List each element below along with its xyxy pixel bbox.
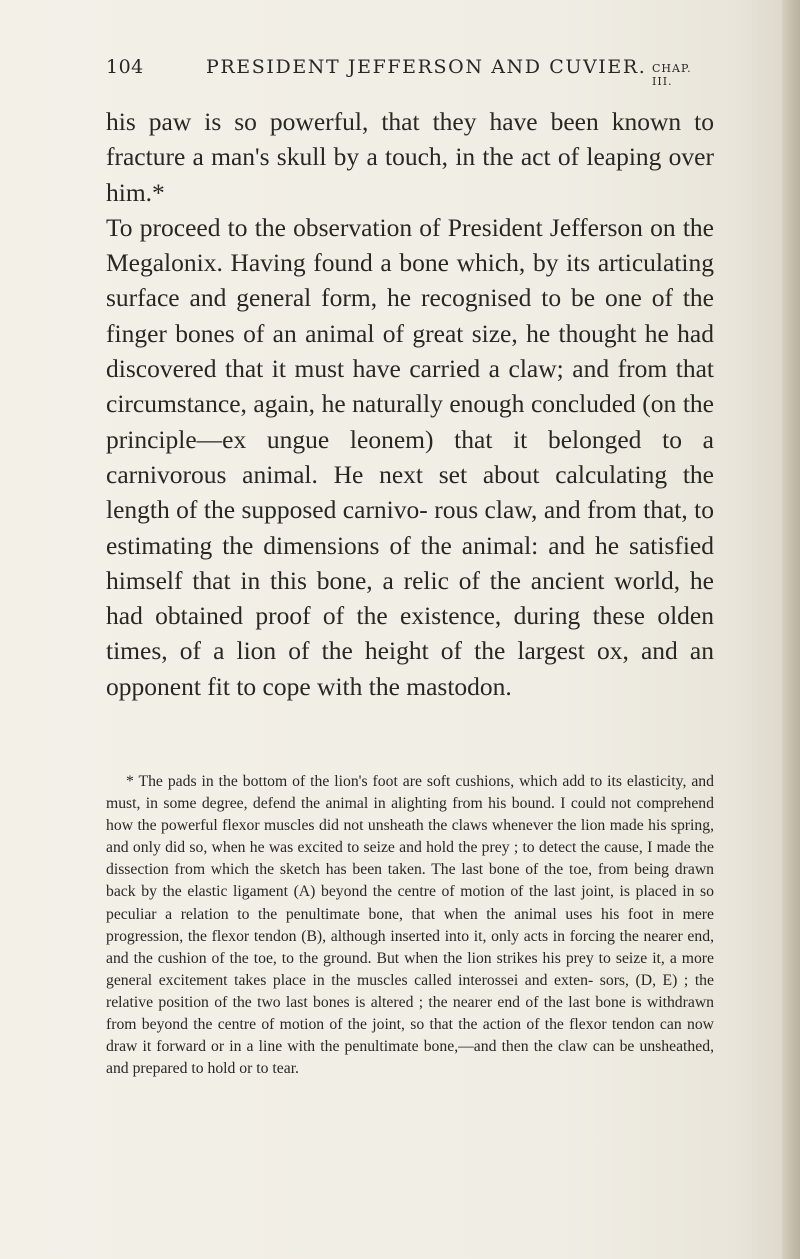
footnote [106, 771, 714, 1080]
footnote-text: * The pads in the bottom of the lion's foot are soft cushions, which add to its elasticity, and must, in some degree, defend the animal in alighting from his bound. I could not comprehend how the powerful flexor muscles did not unsheath the claws whenever the lion made his spring, and only did so, when he was excited to seize and hold the prey ; to detect the cause, I made the dissection from which the sketch has been taken. The last bone of the toe, from being drawn back by the elastic ligament (A) beyond the centre of motion of the last joint, is placed in so peculiar a relation to the penultimate bone, that when the animal uses his foot in mere progression, the flexor tendon (B), although inserted into it, only acts in forcing the nearer end, and the cushion of the toe, to the ground. But when the lion strikes his prey to seize it, a more general excitement takes place in the muscles called interossei and exten- sors, (D, E) ; the relative position of the two last bones is altered ; the nearer end of the last bone is withdrawn from beyond the centre of motion of the joint, so that the action of the flexor tendon can now draw it forward or in a line with the penultimate bone,—and then the claw can be unsheathed, and prepared to hold or to tear. [106, 773, 714, 1078]
chapter-reference: CHAP. III. [652, 62, 692, 88]
main-text [106, 104, 714, 704]
paragraph-continuation: his paw is so powerful, that they have been known to fracture a man's skull by a touch, in the act of leaping over him.* [106, 107, 714, 207]
page-edge-shadow [782, 0, 800, 1259]
page-number: 104 [106, 56, 144, 78]
running-title: PRESIDENT JEFFERSON AND CUVIER. [206, 56, 647, 78]
running-header [106, 56, 706, 86]
paragraph-jefferson-megalonix: To proceed to the observation of President Jefferson on the Megalonix. Having found a bone which, by its articulating surface and general form, he recognised to be one of the finger bones of an animal of great size, he thought he had discovered that it must have carried a claw; and from that circumstance, again, he naturally enough concluded (on the principle—ex ungue leonem) that it belonged to a carnivorous animal. He next set about calculating the length of the supposed carnivo- rous claw, and from that, to estimating the dimensions of the animal: and he satisfied himself that in this bone, a relic of the ancient world, he had obtained proof of the existence, during these olden times, of a lion of the height of the largest ox, and an opponent fit to cope with the mastodon. [106, 212, 714, 701]
